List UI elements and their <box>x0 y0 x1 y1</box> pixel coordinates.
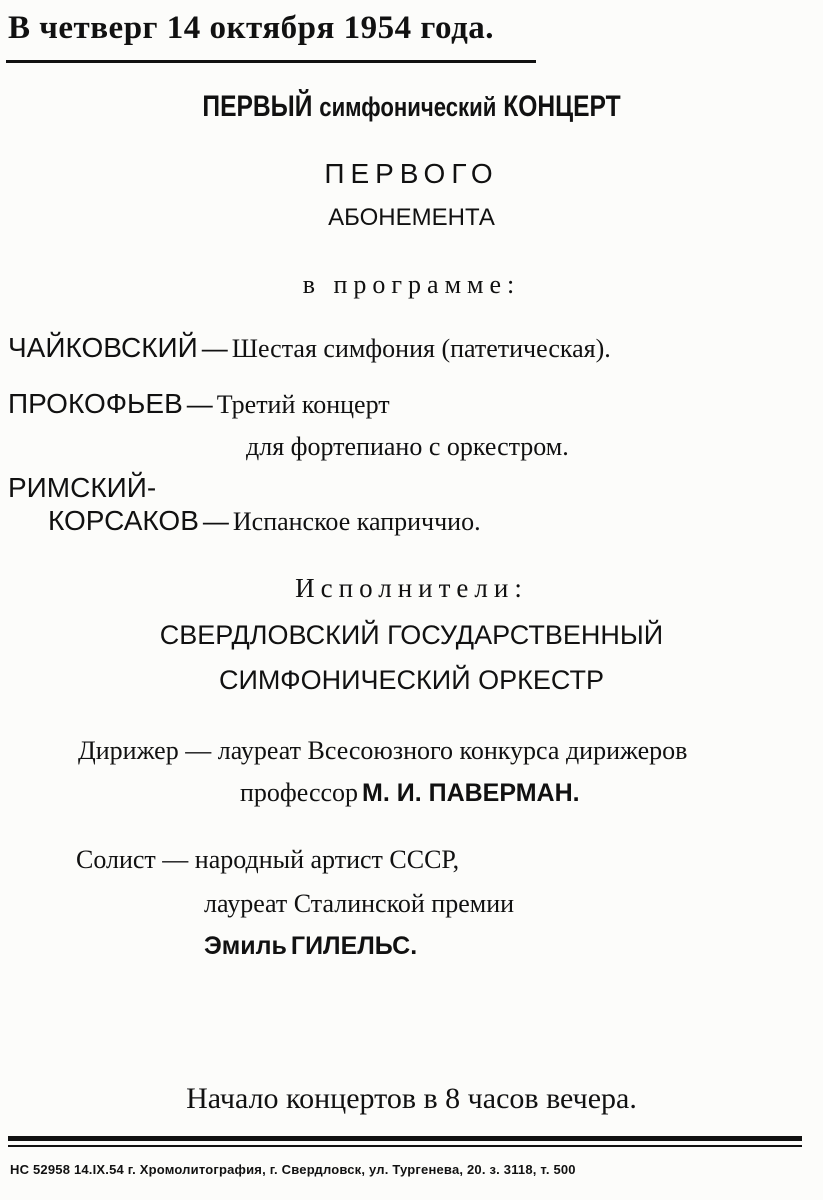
work-title: Испанское каприччио. <box>232 507 481 536</box>
soloist-first-name: Эмиль <box>204 932 287 960</box>
program-label: в программе: <box>302 270 521 299</box>
work-title: Третий концерт <box>216 390 390 419</box>
dash: — <box>186 389 213 419</box>
composer-name-continued: КОРСАКОВ <box>48 505 199 536</box>
conductor-line <box>240 778 580 808</box>
concert-title-middle: симфонический <box>319 92 497 122</box>
footer-rule-thick <box>8 1136 802 1141</box>
conductor-credentials: Дирижер — лауреат Всесоюзного конкурса дирижеров <box>78 736 688 765</box>
dash: — <box>201 333 228 363</box>
concert-title-first: ПЕРВЫЙ <box>202 90 313 123</box>
composer-name: РИМСКИЙ- <box>8 472 157 503</box>
dash: — <box>202 506 229 536</box>
soloist-credentials: Солист — народный артист СССР, <box>76 845 460 874</box>
work-title: Шестая симфония (патетическая). <box>231 334 611 363</box>
start-time: Начало концертов в 8 часов вечера. <box>186 1082 637 1115</box>
conductor-title: профессор <box>240 778 359 807</box>
concert-title <box>74 90 749 124</box>
footer-rule-thin <box>8 1145 802 1147</box>
soloist-line <box>204 932 417 961</box>
composer-name: ЧАЙКОВСКИЙ <box>8 332 198 363</box>
concert-date: В четверг 14 октября 1954 года. <box>8 10 495 46</box>
orchestra-name-line-1: СВЕРДЛОВСКИЙ ГОСУДАРСТВЕННЫЙ <box>159 620 664 650</box>
work-title-continued: для фортепиано с оркестром. <box>246 432 569 461</box>
soloist-last-name: ГИЛЕЛЬС. <box>290 932 418 960</box>
composer-name: ПРОКОФЬЕВ <box>8 388 183 419</box>
program-item <box>8 332 611 364</box>
soloist-award: лауреат Сталинской премии <box>204 889 515 918</box>
conductor-name: М. И. ПАВЕРМАН. <box>362 779 580 807</box>
program-item <box>48 505 481 537</box>
orchestra-name-line-2: СИМФОНИЧЕСКИЙ ОРКЕСТР <box>219 665 604 695</box>
subscription-line-1: ПЕРВОГО <box>324 158 499 189</box>
subscription-line-2: АБОНЕМЕНТА <box>328 204 495 231</box>
performers-label: Исполнители: <box>295 573 528 603</box>
printer-imprint: НС 52958 14.IX.54 г. Хромолитография, г. Свердловск, ул. Тургенева, 20. з. 3118, т. 500 <box>10 1162 576 1177</box>
program-item <box>8 388 390 420</box>
date-underline <box>6 60 536 63</box>
concert-title-last: КОНЦЕРТ <box>503 90 621 123</box>
